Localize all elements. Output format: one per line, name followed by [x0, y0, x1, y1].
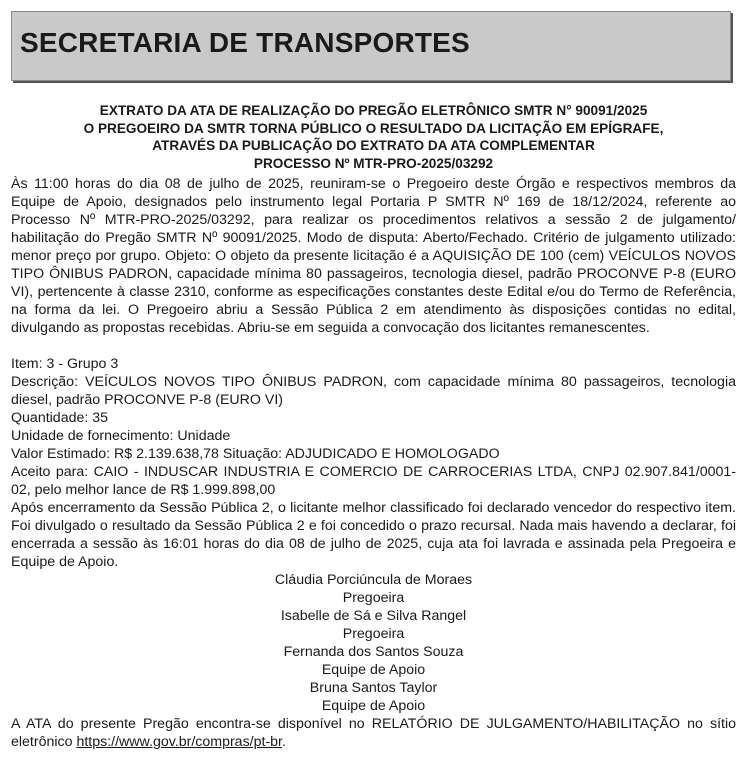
item-value-status: Valor Estimado: R$ 2.139.638,78 Situação: ADJUDICADO E HOMOLOGADO — [11, 446, 500, 462]
title-line-3: ATRAVÉS DA PUBLICAÇÃO DO EXTRATO DA ATA COMPLEMENTAR — [152, 138, 595, 153]
item-line: Item: 3 - Grupo 3 — [11, 356, 119, 372]
footer-text: A ATA do presente Pregão encontra-se disponível no RELATÓRIO DE JULGAMENTO/HABILITAÇÃO no sítio eletrônico — [11, 716, 736, 750]
signature-block — [11, 571, 736, 715]
intro-paragraph: Às 11:00 horas do dia 08 de julho de 2025, reuniram-se o Pregoeiro deste Órgão e respectivos membros da Equipe de Apoio, designados pelo instrumento legal Portaria P SMTR Nº 169 de 18/12/2024, referente ao Processo Nº MTR-PRO-2025/03292, para realizar os procedimentos relativos a sessão 2 de julgamento/ habilitação do Pregão SMTR Nº 90091/2025. Modo de disputa: Aberto/Fechado. Critério de julgamento utilizado: menor preço por grupo. Objeto: O objeto da presente licitação é a AQUISIÇÃO DE 100 (cem) VEÍCULOS NOVOS TIPO ÔNIBUS PADRON, capacidade mínima 80 passageiros, tecnologia diesel, padrão PROCONVE P-8 (EURO VI), pertencente à classe 2310, conforme as especificações constantes deste Edital e/ou do Termo de Referência, na forma da lei. O Pregoeiro abriu a Sessão Pública 2 em atendimento às disposições contidas no edital, divulgando as propostas recebidas. Abriu-se em seguida a convocação dos licitantes remanescentes. — [11, 176, 736, 336]
closing-paragraph: Após encerramento da Sessão Pública 2, o licitante melhor classificado foi declarado vencedor do respectivo item. Foi divulgado o resultado da Sessão Pública 2 e foi concedido o prazo recursal. Nada mais havendo a declarar, foi encerrada a sessão às 16:01 horas do dia 08 de julho de 2025, cuja ata foi lavrada e assinada pela Pregoeira e Equipe de Apoio. — [11, 500, 736, 570]
signature-name-1: Cláudia Porciúncula de Moraes — [274, 572, 473, 588]
compras-link[interactable]: https://www.gov.br/compras/pt-br — [76, 734, 282, 750]
signature-name-3: Fernanda dos Santos Souza — [283, 644, 464, 660]
signature-name-2: Isabelle de Sá e Silva Rangel — [280, 608, 467, 624]
item-unit: Unidade de fornecimento: Unidade — [11, 428, 231, 444]
paragraph-gap — [11, 337, 736, 355]
footer-end: . — [282, 734, 286, 750]
signature-role-2: Pregoeira — [342, 626, 405, 642]
item-accepted-for: Aceito para: CAIO - INDUSCAR INDUSTRIA E COMERCIO DE CARROCERIAS LTDA, CNPJ 02.907.841/0001-02, pelo melhor lance de R$ 1.999.898,00 — [11, 464, 736, 498]
title-line-1: EXTRATO DA ATA DE REALIZAÇÃO DO PREGÃO ELETRÔNICO SMTR N° 90091/2025 — [99, 103, 648, 118]
title-line-2: O PREGOEIRO DA SMTR TORNA PÚBLICO O RESULTADO DA LICITAÇÃO EM EPÍGRAFE, — [83, 120, 664, 136]
section-title: SECRETARIA DE TRANSPORTES — [20, 27, 470, 58]
item-quantity: Quantidade: 35 — [11, 410, 109, 426]
signature-role-4: Equipe de Apoio — [321, 698, 426, 714]
signature-role-3: Equipe de Apoio — [321, 662, 426, 678]
title-line-4: PROCESSO Nº MTR-PRO-2025/03292 — [253, 155, 494, 171]
footer-paragraph — [11, 715, 736, 751]
section-header — [11, 11, 731, 81]
signature-name-4: Bruna Santos Taylor — [309, 680, 438, 696]
item-description: Descrição: VEÍCULOS NOVOS TIPO ÔNIBUS PADRON, com capacidade mínima 80 passageiros, tecnologia diesel, padrão PROCONVE P-8 (EURO VI) — [11, 374, 736, 408]
signature-role-1: Pregoeira — [342, 590, 405, 606]
document-body — [11, 175, 736, 751]
document-title — [11, 102, 736, 172]
